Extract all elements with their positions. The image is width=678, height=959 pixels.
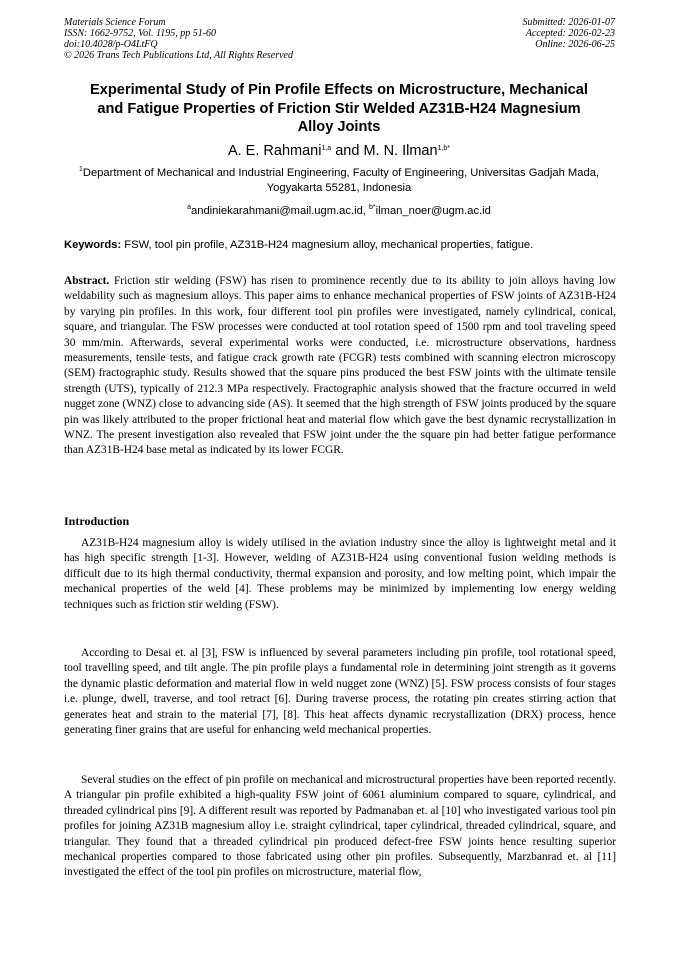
journal-issn: ISSN: 1662-9752, Vol. 1195, pp 51-60	[64, 28, 217, 39]
email-mark: a	[187, 204, 192, 211]
abstract-text: Friction stir welding (FSW) has risen to prominence recently due to its ability to join alloys having low weldability such as magnesium alloys. This paper aims to enhance mechanical properties of FSW joints of AZ31B-H24 by varying pin profiles. In this work, four different tool pin profiles were investigated, namely cylindrical, conical, square, and triangular. The FSW processes were conducted at tool rotation speed of 1500 rpm and tool traveling speed 30 mm/min. Afterwards, several experimental works were conducted, i.e. microstructure observations, hardness measurements, tensile tests, and fatigue crack growth rate (FCGR) tests combined with scanning electron microscopy (SEM) fractographic study. Results showed that the square pins produced the best FSW joints with the ultimate tensile strength (UTS), typically of 212.3 MPa respectively. Fractographic analysis showed that the fracture occurred in weld nugget zone (WNZ) close to advancing side (AS). It seemed that the high strength of FSW joints produced by the square pin was likely attributed to the proper frictional heat and material flow which gave the best dynamic recrystallization in WNZ. The present investigation also revealed that FSW joint under the the square pin had better fatigue performance than AZ31B-H24 base metal as indicated by its lower FCGR.	[64, 275, 616, 457]
affiliation-mark: 1	[78, 166, 83, 173]
author-emails	[60, 204, 618, 218]
title-line: Experimental Study of Pin Profile Effects on Microstructure, Mechanical	[90, 82, 588, 98]
abstract	[64, 274, 616, 459]
paragraph: AZ31B-H24 magnesium alloy is widely utilised in the aviation industry since the alloy is lightweight metal and it has high specific strength [1-3]. However, welding of AZ31B-H24 using conventional fusion welding methods is difficult due to its high thermal conductivity, thermal expansion and porosity, and low melting point, which impair the mechanical properties of the weld [4]. These problems may be minimized by implementing low energy welding techniques such as friction stir welding (FSW).	[64, 537, 616, 611]
paragraph: According to Desai et. al [3], FSW is influenced by several parameters including pin profile, tool rotational speed, tool travelling speed, and tilt angle. The pin profile plays a fundamental role in determining joint strength as it governs the dynamic plastic deformation and material flow in weld nugget zone (WNZ) [5]. FSW process consists of four stages i.e. plunge, dwell, traverse, and tool retract [6]. During traverse process, the rotating pin creates stirring action that generates heat and strain to the material [7], [8]. This heat affects dynamic recrystallization (DRX) process, hence generating finer grains that are useful for enhancing weld mechanical properties.	[64, 647, 616, 737]
section-heading: Introduction	[64, 514, 130, 528]
journal-name: Materials Science Forum	[64, 17, 166, 28]
journal-info	[64, 17, 293, 61]
keywords-label: Keywords:	[64, 239, 122, 251]
accepted-date: Accepted: 2026-02-23	[525, 28, 615, 39]
keywords-text: FSW, tool pin profile, AZ31B-H24 magnesium alloy, mechanical properties, fatigue.	[121, 239, 534, 251]
title-line: Alloy Joints	[297, 119, 381, 135]
paragraph: Several studies on the effect of pin profile on mechanical and microstructural properties have been reported recently. A triangular pin profile exhibited a high-quality FSW joint of 6061 aluminium compared to square, cylindrical, and threaded cylindrical pins [9]. A different result was reported by Padmanaban et. al [10] who investigated various tool pin profiles for joining AZ31B magnesium alloy i.e. straight cylindrical, taper cylindrical, threaded cylindrical, square, and triangular. They found that a threaded cylindrical pin produced defect-free FSW joints hence resulting superior mechanical properties compared to those fabricated using other pin profiles. Subsequently, Marzbanrad et. al [11] investigated the effect of the tool pin profiles on microstructure, material flow,	[64, 774, 616, 879]
online-date: Online: 2026-06-25	[535, 39, 615, 50]
email-mark: b*	[369, 204, 376, 211]
paper-title	[56, 81, 622, 137]
author-affil-mark: 1,b*	[437, 145, 451, 152]
author-name: A. E. Rahmani	[227, 143, 322, 159]
title-line: and Fatigue Properties of Friction Stir Welded AZ31B-H24 Magnesium	[97, 100, 581, 117]
author-conjunction: and	[331, 143, 364, 159]
author-name: M. N. Ilman	[363, 143, 438, 159]
abstract-label: Abstract.	[64, 275, 110, 287]
email-link[interactable]: andiniekarahmani@mail.ugm.ac.id,	[191, 205, 370, 217]
affiliation-text: Department of Mechanical and Industrial Engineering, Faculty of Engineering, Universitas Gadjah Mada, Yogyakarta 55281, Indonesia	[82, 167, 600, 194]
journal-doi: doi:10.4028/p-O4LtFQ	[64, 39, 158, 50]
submission-dates	[523, 17, 616, 50]
journal-copyright: © 2026 Trans Tech Publications Ltd, All Rights Reserved	[64, 50, 293, 61]
author-affil-mark: 1,a	[321, 145, 332, 152]
submitted-date: Submitted: 2026-01-07	[522, 17, 615, 28]
keywords	[64, 238, 616, 252]
author-list	[56, 142, 622, 160]
affiliation	[60, 166, 618, 196]
email-link[interactable]: ilman_noer@ugm.ac.id	[375, 205, 491, 217]
